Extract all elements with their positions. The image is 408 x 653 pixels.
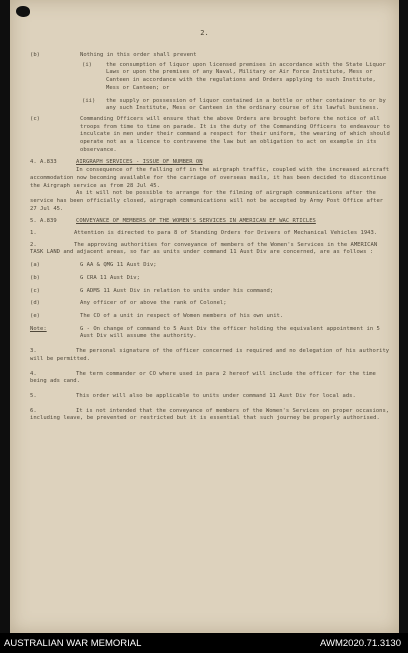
authority-item	[30, 275, 390, 283]
authority-marker: (d)	[30, 300, 40, 307]
document-body	[30, 52, 390, 423]
document-page	[10, 0, 399, 633]
authority-text: Any officer of or above the rank of Colonel;	[80, 300, 227, 307]
authority-marker: (b)	[30, 274, 40, 281]
authority-text: G CRA 11 Aust Div;	[80, 274, 140, 281]
section-b-item	[30, 98, 390, 113]
para-text: It is not intended that the conveyance of members of the Women's Services on proper occasions, including leave, be prevented or restricted but it is essential that such journey be properly authorised.	[30, 407, 390, 422]
authority-item	[30, 313, 390, 321]
para-text: Attention is directed to para 8 of Standing Orders for Drivers of Mechanical Vehicles 1943.	[74, 230, 378, 237]
para-text: The approving authorities for conveyance of members of the Women's Services in the AMERICAN TASK LAND and adjacent areas, so far as units under command 11 Aust Div are concerned, are as follows :	[30, 241, 378, 256]
authority-text: G ADMS 11 Aust Div in relation to units under his command;	[80, 287, 274, 294]
para-text: The personal signature of the officer concerned is required and no delegation of his authority will be permitted.	[30, 348, 390, 362]
order-5-para	[30, 393, 390, 401]
order-4-heading: AIRGRAPH SERVICES - ISSUE OF NUMBER ON	[76, 159, 203, 166]
archive-footer	[0, 633, 408, 653]
punch-hole	[16, 6, 30, 17]
authority-marker: (e)	[30, 312, 40, 319]
section-b-item	[30, 62, 390, 93]
para-marker: 2.	[30, 241, 37, 248]
order-4	[30, 159, 390, 213]
order-5-para-2	[30, 242, 390, 257]
order-4-paragraph: In consequence of the falling off in the airgraph traffic, coupled with the increased aircraft accommodation now becoming available for the carriage of overseas mails, it has been decided to discontinue the Airgraph service as from 28 Jul 45.	[30, 167, 390, 189]
order-5-para	[30, 348, 390, 363]
section-b-item-marker: (ii)	[82, 97, 96, 104]
note-marker: Note:	[30, 325, 47, 332]
order-5-para-1	[30, 230, 390, 238]
section-b-item-marker: (i)	[82, 61, 92, 68]
para-marker: 4.	[30, 370, 37, 377]
para-marker: 5.	[30, 392, 37, 399]
footer-accession-number: AWM2020.71.3130	[320, 638, 401, 649]
authority-item	[30, 262, 390, 270]
order-5-para	[30, 408, 390, 423]
section-c-marker: (c)	[30, 115, 40, 122]
order-4-heading-row	[30, 159, 390, 167]
section-b-intro	[30, 52, 390, 60]
authority-marker: (a)	[30, 262, 40, 269]
para-text: The term commander or CO where used in para 2 hereof will include the officer for the time being ads cand.	[30, 370, 376, 385]
footer-institution: AUSTRALIAN WAR MEMORIAL	[4, 638, 142, 649]
authority-text: G AA & QMG 11 Aust Div;	[80, 262, 157, 269]
order-5-heading-row	[30, 218, 390, 226]
section-b-text: Nothing in this order shall prevent	[80, 52, 197, 58]
authority-item	[30, 288, 390, 296]
authority-text: The CO of a unit in respect of Women members of his own unit.	[80, 312, 284, 319]
order-5-heading: CONVEYANCE OF MEMBERS OF THE WOMEN'S SERVICES IN AMERICAN EF WAC RTICLES	[76, 218, 316, 225]
order-4-paragraph: As it will not be possible to arrange for the filming of airgraph communications after the service has been officially closed, airgraph communications will not be accepted by Army Post Office after 27 Jul 45.	[30, 190, 384, 212]
note-text: G - On change of command to 5 Aust Div the officer holding the equivalent appointment in 5 Aust Div will assume the authority.	[80, 325, 380, 340]
order-4-number: 4. A.833	[30, 159, 57, 166]
order-5-para	[30, 371, 390, 386]
authority-item	[30, 300, 390, 308]
section-b-item-text: the consumption of liquor upon licensed premises in accordance with the State Liquor Laws or upon the premises of any Naval, Military or Air Force Institute, Mess or Canteen in accordance with the regulations and Orders applying to such Institute, Mess or Canteen; or	[106, 61, 386, 91]
section-b-marker: (b)	[30, 52, 40, 58]
page-number: 2.	[200, 29, 209, 37]
note	[30, 326, 390, 341]
para-marker: 1.	[30, 230, 37, 237]
authority-marker: (c)	[30, 287, 40, 294]
section-c-text: Commanding Officers will ensure that the above Orders are brought before the notice of all troops from time to time on parade. It is the duty of the Commanding Officers to endeavour to inculcate in men under their command a respect for their uniform, the wearing of which should operate not as a licence to contravene the law but an obligation to act on example in its observance.	[80, 115, 390, 153]
order-5-number: 5. A.839	[30, 218, 57, 225]
section-c	[30, 116, 390, 155]
order-5	[30, 218, 390, 423]
para-marker: 6.	[30, 407, 37, 414]
para-marker: 3.	[30, 348, 37, 355]
section-b-item-text: the supply or possession of liquor contained in a bottle or other container to or by any such Institute, Mess or Canteen in the ordinary course of its lawful business.	[106, 97, 386, 112]
para-text: This order will also be applicable to units under command 11 Aust Div for local ads.	[76, 392, 356, 399]
